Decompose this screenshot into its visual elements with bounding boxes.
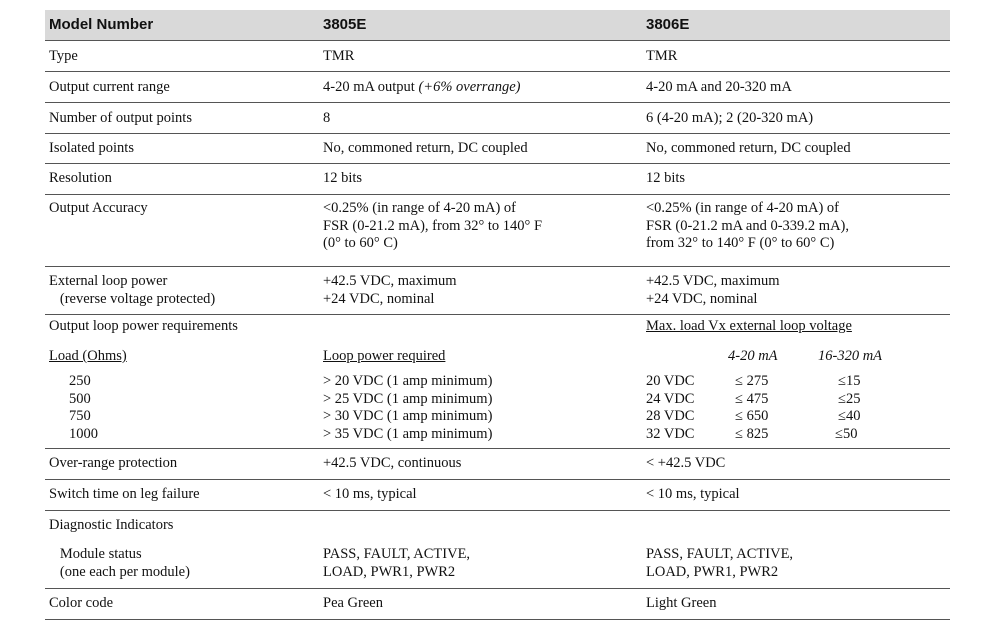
value-3806e: TMR: [646, 48, 678, 64]
value-3805e: 8: [323, 110, 331, 126]
row-type: [45, 41, 950, 72]
value-3806e: < +42.5 VDC: [646, 455, 726, 471]
value-3805e: TMR: [323, 48, 355, 64]
row-label: Over-range protection: [49, 455, 178, 471]
header-model-number: Model Number: [49, 16, 154, 33]
max-load-4-20: ≤ 275: [735, 373, 769, 389]
value-main: 4-20 mA output: [323, 79, 419, 95]
value-3805e: < 10 ms, typical: [323, 486, 417, 502]
loop-required-heading: Loop power required: [323, 348, 446, 364]
required-value: > 20 VDC (1 amp minimum): [323, 373, 493, 389]
overrange-note: (+6% overrange): [418, 79, 521, 95]
row-resolution: [45, 164, 950, 195]
value-3805e: Pea Green: [323, 595, 383, 611]
load-value: 500: [69, 390, 91, 407]
vdc-value: 20 VDC: [646, 373, 695, 389]
value-3805e: +42.5 VDC, maximum +24 VDC, nominal: [323, 273, 457, 307]
value-3805e: +42.5 VDC, continuous: [323, 455, 462, 471]
header-3805e: 3805E: [323, 16, 367, 33]
header-3806e: 3806E: [646, 16, 690, 33]
row-loop-power-requirements: [45, 315, 950, 449]
value-3806e: <0.25% (in range of 4-20 mA) of FSR (0-21.2 mA and 0-339.2 mA), from 32° to 140° F (0° to 60° C): [646, 200, 849, 251]
row-over-range-protection: [45, 449, 950, 480]
value-3806e: < 10 ms, typical: [646, 486, 740, 502]
row-label: Resolution: [49, 170, 112, 186]
row-label: Diagnostic Indicators: [49, 517, 174, 533]
max-load-16-320: ≤50: [835, 425, 858, 442]
load-value: 250: [69, 373, 91, 389]
max-load-16-320: ≤15: [838, 373, 861, 389]
row-label: Output loop power requirements: [49, 318, 238, 334]
max-load-4-20: ≤ 650: [735, 408, 769, 424]
range-4-20-heading: 4-20 mA: [728, 348, 778, 364]
row-output-accuracy: [45, 195, 950, 267]
value-3806e: PASS, FAULT, ACTIVE, LOAD, PWR1, PWR2: [646, 546, 794, 580]
max-load-heading: Max. load Vx external loop voltage: [646, 318, 852, 334]
load-value: 1000: [69, 425, 98, 442]
load-heading: Load (Ohms): [49, 348, 127, 364]
row-label: Switch time on leg failure: [49, 486, 200, 502]
row-label: Color code: [49, 595, 114, 611]
row-isolated-points: [45, 134, 950, 164]
row-label: Number of output points: [49, 110, 192, 126]
value-3806e: +42.5 VDC, maximum +24 VDC, nominal: [646, 273, 780, 307]
row-diagnostic-indicators: [45, 511, 950, 589]
value-3805e: PASS, FAULT, ACTIVE, LOAD, PWR1, PWR2: [323, 546, 471, 580]
row-external-loop-power: [45, 267, 950, 315]
value-3806e: Light Green: [646, 595, 717, 611]
load-value: 750: [69, 408, 91, 424]
row-output-points: [45, 103, 950, 134]
value-3806e: No, commoned return, DC coupled: [646, 140, 851, 156]
row-color-code: [45, 589, 950, 620]
value-3805e: 12 bits: [323, 170, 363, 186]
range-16-320-heading: 16-320 mA: [818, 348, 883, 364]
max-load-16-320: ≤25: [838, 390, 861, 407]
value-3805e: No, commoned return, DC coupled: [323, 140, 528, 156]
vdc-value: 24 VDC: [646, 390, 695, 407]
row-label: Output current range: [49, 79, 170, 95]
row-label: Isolated points: [49, 140, 134, 156]
required-value: > 25 VDC (1 amp minimum): [323, 390, 493, 407]
required-value: > 35 VDC (1 amp minimum): [323, 425, 493, 442]
max-load-4-20: ≤ 475: [735, 390, 769, 407]
value-3806e: 6 (4-20 mA); 2 (20-320 mA): [646, 110, 814, 126]
row-label: Output Accuracy: [49, 200, 148, 216]
row-switch-time: [45, 480, 950, 511]
value-3806e: 4-20 mA and 20-320 mA: [646, 79, 792, 95]
row-label: External loop power (reverse voltage protected): [49, 273, 216, 307]
max-load-4-20: ≤ 825: [735, 425, 769, 442]
row-label: Type: [49, 48, 78, 64]
value-3805e: <0.25% (in range of 4-20 mA) of FSR (0-21.2 mA), from 32° to 140° F (0° to 60° C): [323, 200, 543, 251]
module-status-label: Module status (one each per module): [59, 546, 190, 580]
vdc-value: 28 VDC: [646, 408, 695, 424]
value-3805e: [323, 79, 520, 97]
vdc-value: 32 VDC: [646, 425, 695, 442]
row-output-current-range: [45, 72, 950, 103]
table-header: [45, 10, 950, 41]
required-value: > 30 VDC (1 amp minimum): [323, 408, 493, 424]
max-load-16-320: ≤40: [838, 408, 861, 424]
value-3806e: 12 bits: [646, 170, 686, 186]
